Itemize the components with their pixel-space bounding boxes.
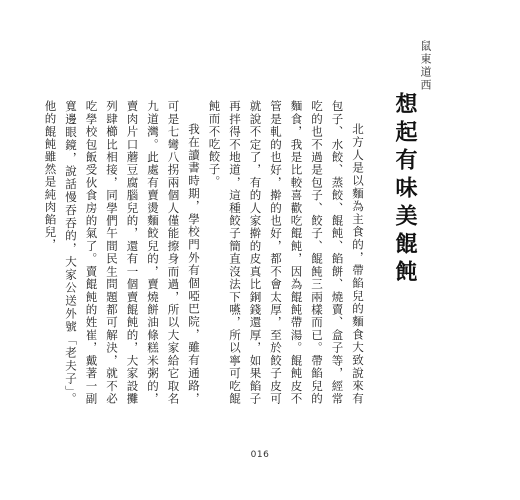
body-text — [40, 100, 368, 405]
running-head: 鼠東道西 — [419, 40, 432, 92]
chapter-title: 想起有味美餛飩 — [392, 92, 418, 288]
paragraph: 我在讀書時期，學校門外有個啞巴院，雖有通路，可是七彎八拐兩個人僅能擦身而過，所以大家給它取名九道灣。此處有賣燙麵餃兒的，賣燒餅油條糕米粥的，賣肉片口蘑豆腐腦兒的，還有一個賣餛飩的，大家設攤列肆櫛比相接，同學們午間民生問題都可解決，就不必吃學校包飯受伙食房的氣了。賣餛飩的姓崔，戴著一副寬邊眼鏡，說話慢吞吞的，大家公送外號「老夫子」。他的餛飩雖然是純肉餡兒， — [43, 100, 201, 405]
paragraph: 北方人是以麵為主食的，帶餡兒的麵食大致說來有包子、水餃、蒸餃、餛飩、餡餅、燒賣、盒子等，經常吃的也不過是包子、餃子、餛飩三兩樣而已。帶餡兒的麵食，我是比較喜歡吃餛飩，因為餛飩帶湯。餛飩皮不管是軋的也好，擀的也好，都不會太厚，至於餃子皮可就說不定了，有的人家擀的皮真比銅錢還厚，如果餡子再拌得不地道，這種餃子簡直沒法下嚥，所以寧可吃餛飩而不吃餃子。 — [207, 100, 365, 405]
page-number: 016 — [250, 450, 270, 460]
